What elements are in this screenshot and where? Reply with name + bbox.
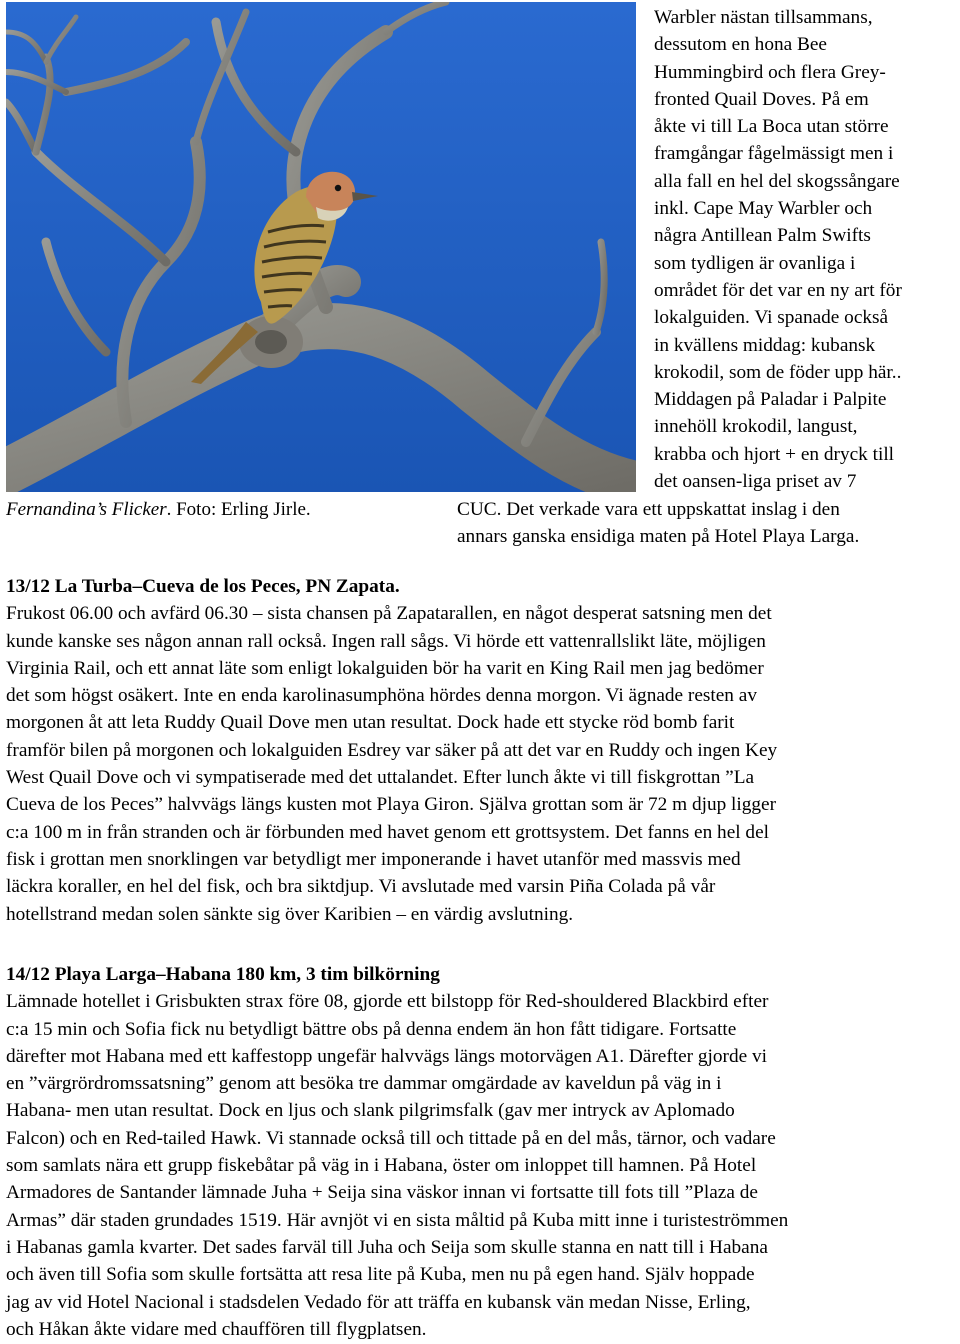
section-14-12 [6, 961, 960, 1343]
text-line: Armas” där staden grundades 1519. Här avnjöt vi en sista måltid på Kuba mitt inne i turisteströmmen [6, 1209, 789, 1231]
photo-caption [6, 497, 311, 523]
text-line: dessutom en hona Bee [654, 34, 827, 56]
text-line: därefter mot Habana med ett kaffestopp ungefär halvvägs längs motorvägen A1. Därefter gjorde vi [6, 1045, 767, 1067]
text-line: c:a 100 m in från stranden och är förbunden med havet genom ett grottsystem. Det fanns en hel del [6, 821, 769, 843]
caption-credit: . Foto: Erling Jirle. [166, 499, 311, 520]
text-line: Virginia Rail, och ett annat läte som enligt lokalguiden bör ha varit en King Rail men jag bedömer [6, 657, 764, 679]
text-line: jag av vid Hotel Nacional i stadsdelen Vedado för att träffa en kubansk vän medan Nisse, Erling, [6, 1291, 751, 1313]
text-line: några Antillean Palm Swifts [654, 225, 871, 247]
text-line: det som högst osäkert. Inte en enda karolinasumphöna hördes denna morgon. Vi ägnade resten av [6, 685, 757, 707]
text-line: krabba och hjort + en dryck till [654, 443, 895, 465]
text-line: hotellstrand medan solen sänkte sig över Karibien – en värdig avslutning. [6, 903, 574, 925]
text-line: morgonen åt att leta Ruddy Quail Dove men utan resultat. Dock hade ett stycke röd bomb farit [6, 712, 735, 734]
text-line: c:a 15 min och Sofia fick nu betydligt bättre obs på denna endem än hon fått tidigare. Fortsatte [6, 1018, 737, 1040]
text-line: fisk i grottan men snorklingen var betydligt mer imponerande i havet utanför med massvis med [6, 848, 741, 870]
continued-paragraph [457, 496, 960, 551]
text-line: Habana- men utan resultat. Dock en ljus och slank pilgrimsfalk (gav mer intryck av Aplomado [6, 1100, 735, 1122]
text-line: innehöll krokodil, langust, [654, 416, 858, 438]
text-line: och Håkan åkte vidare med chauffören till flygplatsen. [6, 1318, 427, 1340]
section-heading: 14/12 Playa Larga–Habana 180 km, 3 tim bilkörning [6, 964, 440, 985]
text-line: Lämnade hotellet i Grisbukten strax före 08, gjorde ett bilstopp för Red-shouldered Blackbird efter [6, 991, 769, 1013]
text-line: Armadores de Santander lämnade Juha + Seija sina väskor innan vi fortsatte till fots till ”Plaza de [6, 1182, 758, 1204]
text-line: och även till Sofia som skulle fortsätta att resa lite på Kuba, men nu på egen hand. Själv hoppade [6, 1264, 755, 1286]
text-line: som tydligen är ovanliga i [654, 252, 856, 274]
text-line: det oansen-liga priset av 7 [654, 471, 857, 493]
text-line: Warbler nästan tillsammans, [654, 7, 873, 28]
text-line: fronted Quail Doves. På em [654, 88, 869, 110]
text-line: kunde kanske ses någon annan rall också. Ingen rall sågs. Vi hörde ett vattenrallslikt läte, möjligen [6, 630, 766, 652]
text-line: alla fall en hel del skogssångare [654, 170, 900, 192]
text-line: krokodil, som de föder upp här.. [654, 361, 902, 383]
text-line: inkl. Cape May Warbler och [654, 198, 873, 220]
text-line: annars ganska ensidiga maten på Hotel Playa Larga. [457, 526, 860, 548]
section-13-12 [6, 573, 960, 928]
text-line: framgångar fågelmässigt men i [654, 143, 894, 165]
text-line: läckra koraller, en hel del fisk, och bra siktdjup. Vi avslutade med varsin Piña Colada på vår [6, 876, 716, 898]
text-line: Middagen på Paladar i Palpite [654, 389, 887, 411]
text-line: som samlats nära ett grupp fiskebåtar på väg in i Habana, öster om inloppet till hamnen. På Hotel [6, 1155, 757, 1177]
text-line: West Quail Dove och vi sympatiserade med det uttalandet. Efter lunch åkte vi till fiskgrottan ”La [6, 767, 755, 789]
text-line: in kvällens middag: kubansk [654, 334, 876, 356]
text-line: Hummingbird och flera Grey- [654, 61, 886, 83]
text-line: Cueva de los Peces” halvvägs längs kusten mot Playa Giron. Själva grottan som är 72 m djup ligger [6, 794, 777, 816]
text-line: framför bilen på morgonen och lokalguiden Esdrey var säker på att det var en Ruddy och ingen Key [6, 739, 778, 761]
text-line: en ”värgrördromssatsning” genom att besöka tre dammar omgärdade av kaveldun på väg in i [6, 1073, 722, 1095]
text-line: lokalguiden. Vi spanade också [654, 307, 889, 329]
text-line: Falcon) och en Red-tailed Hawk. Vi stannade också till och tittade på en del mås, tärnor, och vadare [6, 1127, 776, 1149]
section-heading: 13/12 La Turba–Cueva de los Peces, PN Zapata. [6, 576, 400, 597]
text-line: Frukost 06.00 och avfärd 06.30 – sista chansen på Zapatarallen, en något desperat satsning men det [6, 603, 772, 625]
text-line: området för det var en ny art för [654, 279, 902, 301]
woodpecker-on-branch-photo [6, 2, 636, 492]
text-line: CUC. Det verkade vara ett uppskattat inslag i den [457, 499, 840, 520]
caption-species-name: Fernandina’s Flicker [6, 499, 167, 520]
text-line: åkte vi till La Boca utan större [654, 116, 889, 138]
text-line: i Habanas gamla kvarter. Det sades farväl till Juha och Seija som skulle stanna en natt till i Habana [6, 1236, 768, 1258]
side-column-text [654, 4, 960, 495]
